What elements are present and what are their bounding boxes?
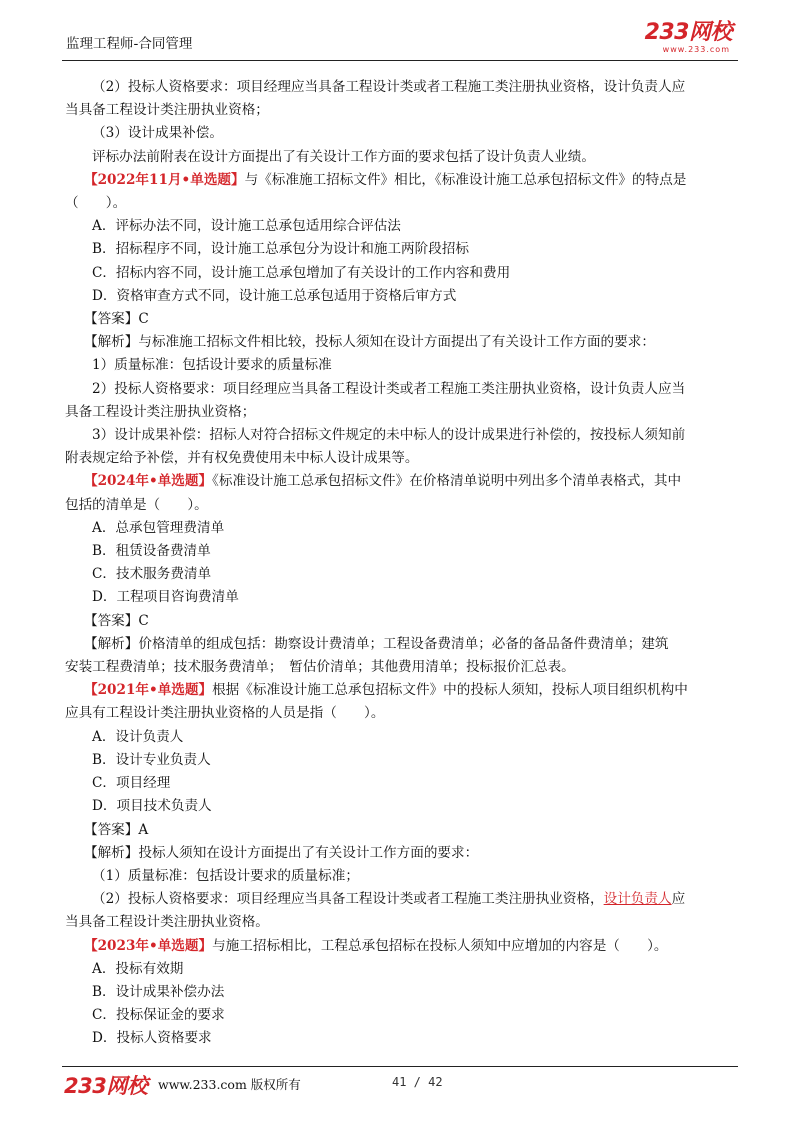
text-line: 附表规定给予补偿，并有权免费使用未中标人设计成果等。 — [65, 450, 419, 467]
option-line: C．招标内容不同，设计施工总承包增加了有关设计的工作内容和费用 — [92, 264, 511, 281]
text-line: 包括的清单是（ ）。 — [65, 496, 208, 513]
text-line: 2）投标人资格要求：项目经理应当具备工程设计类或者工程施工类注册执业资格，设计负责人应当 — [92, 380, 686, 397]
footer-site: www.233.com 版权所有 — [158, 1077, 301, 1092]
option-line: B．设计专业负责人 — [92, 751, 211, 768]
text-line: 评标办法前附表在设计方面提出了有关设计工作方面的要求包括了设计负责人业绩。 — [92, 148, 595, 165]
page-footer — [62, 1066, 738, 1098]
question-line — [65, 470, 741, 493]
page-header — [62, 20, 738, 61]
answer-line: 【答案】A — [84, 821, 149, 838]
text-line: （3）设计成果补偿。 — [92, 125, 223, 142]
text-segment: 应 — [671, 891, 686, 908]
text-line: （ ）。 — [65, 195, 127, 212]
option-line: D．工程项目咨询费清单 — [92, 589, 239, 606]
footer-logo: 233网校 — [64, 1074, 148, 1098]
option-line: A．投标有效期 — [92, 960, 184, 977]
question-tag: 【2021年•单选题】 — [84, 682, 213, 699]
text-line: 1）质量标准：包括设计要求的质量标准 — [92, 357, 332, 374]
underlined-term: 设计负责人 — [603, 891, 672, 908]
answer-line: 【答案】C — [84, 612, 149, 629]
logo-text: 233网校 — [644, 20, 732, 45]
text-line: 应具有工程设计类注册执业资格的人员是指（ ）。 — [65, 705, 385, 722]
option-line: D．投标人资格要求 — [92, 1030, 212, 1047]
option-line: B．租赁设备费清单 — [92, 543, 211, 560]
text-line: 安装工程费清单；技术服务费清单； 暂估价清单；其他费用清单；投标报价汇总表。 — [65, 659, 575, 676]
text-segment: （2）投标人资格要求：项目经理应当具备工程设计类或者工程施工类注册执业资格， — [92, 891, 604, 908]
question-text: 与施工招标相比，工程总承包招标在投标人须知中应增加的内容是（ ）。 — [212, 937, 668, 954]
text-line: 3）设计成果补偿：招标人对符合招标文件规定的未中标人的设计成果进行补偿的，按投标人须知前 — [92, 427, 686, 444]
option-line: C．技术服务费清单 — [92, 566, 212, 583]
brand-logo — [645, 21, 732, 54]
text-line: 当具备工程设计类注册执业资格； — [65, 102, 269, 119]
question-line — [65, 935, 741, 958]
text-line: （1）质量标准：包括设计要求的质量标准； — [92, 867, 359, 884]
option-line: D．资格审查方式不同，设计施工总承包适用于资格后审方式 — [92, 287, 457, 304]
option-line: B．设计成果补偿办法 — [92, 983, 225, 1000]
question-line — [65, 169, 741, 192]
option-line: C．项目经理 — [92, 775, 171, 792]
analysis-line: 【解析】投标人须知在设计方面提出了有关设计工作方面的要求： — [84, 844, 479, 861]
question-tag: 【2022年11月•单选题】 — [84, 171, 245, 188]
analysis-line: 【解析】价格清单的组成包括：勘察设计费清单；工程设备费清单；必备的备品备件费清单；建筑 — [84, 635, 669, 652]
question-text: 《标准设计施工总承包招标文件》在价格清单说明中列出多个清单表格式，其中 — [212, 473, 682, 490]
text-line: 当具备工程设计类注册执业资格。 — [65, 914, 269, 931]
option-line: B．招标程序不同，设计施工总承包分为设计和施工两阶段招标 — [92, 241, 470, 258]
option-line: A．评标办法不同，设计施工总承包适用综合评估法 — [92, 218, 401, 235]
page-number: 41 / 42 — [392, 1075, 443, 1089]
option-line: A．总承包管理费清单 — [92, 519, 225, 536]
text-line: （2）投标人资格要求：项目经理应当具备工程设计类或者工程施工类注册执业资格，设计负责人应 — [92, 79, 686, 95]
option-line: C．投标保证金的要求 — [92, 1007, 225, 1024]
analysis-line: 【解析】与标准施工招标文件相比较，投标人须知在设计方面提出了有关设计工作方面的要求： — [84, 334, 655, 351]
option-line: A．设计负责人 — [92, 728, 184, 745]
logo-url: www.233.com — [662, 45, 730, 54]
question-text: 根据《标准设计施工总承包招标文件》中的投标人须知，投标人项目组织机构中 — [212, 682, 688, 699]
question-tag: 【2024年•单选题】 — [84, 473, 213, 490]
text-line — [65, 888, 741, 911]
question-line — [65, 679, 741, 702]
text-line: 具备工程设计类注册执业资格； — [65, 403, 256, 420]
answer-line: 【答案】C — [84, 311, 149, 328]
document-body — [65, 76, 741, 1051]
header-title: 监理工程师-合同管理 — [66, 36, 193, 52]
option-line: D．项目技术负责人 — [92, 798, 212, 815]
question-tag: 【2023年•单选题】 — [84, 937, 213, 954]
question-text: 与《标准施工招标文件》相比，《标准设计施工总承包招标文件》的特点是 — [244, 171, 687, 188]
